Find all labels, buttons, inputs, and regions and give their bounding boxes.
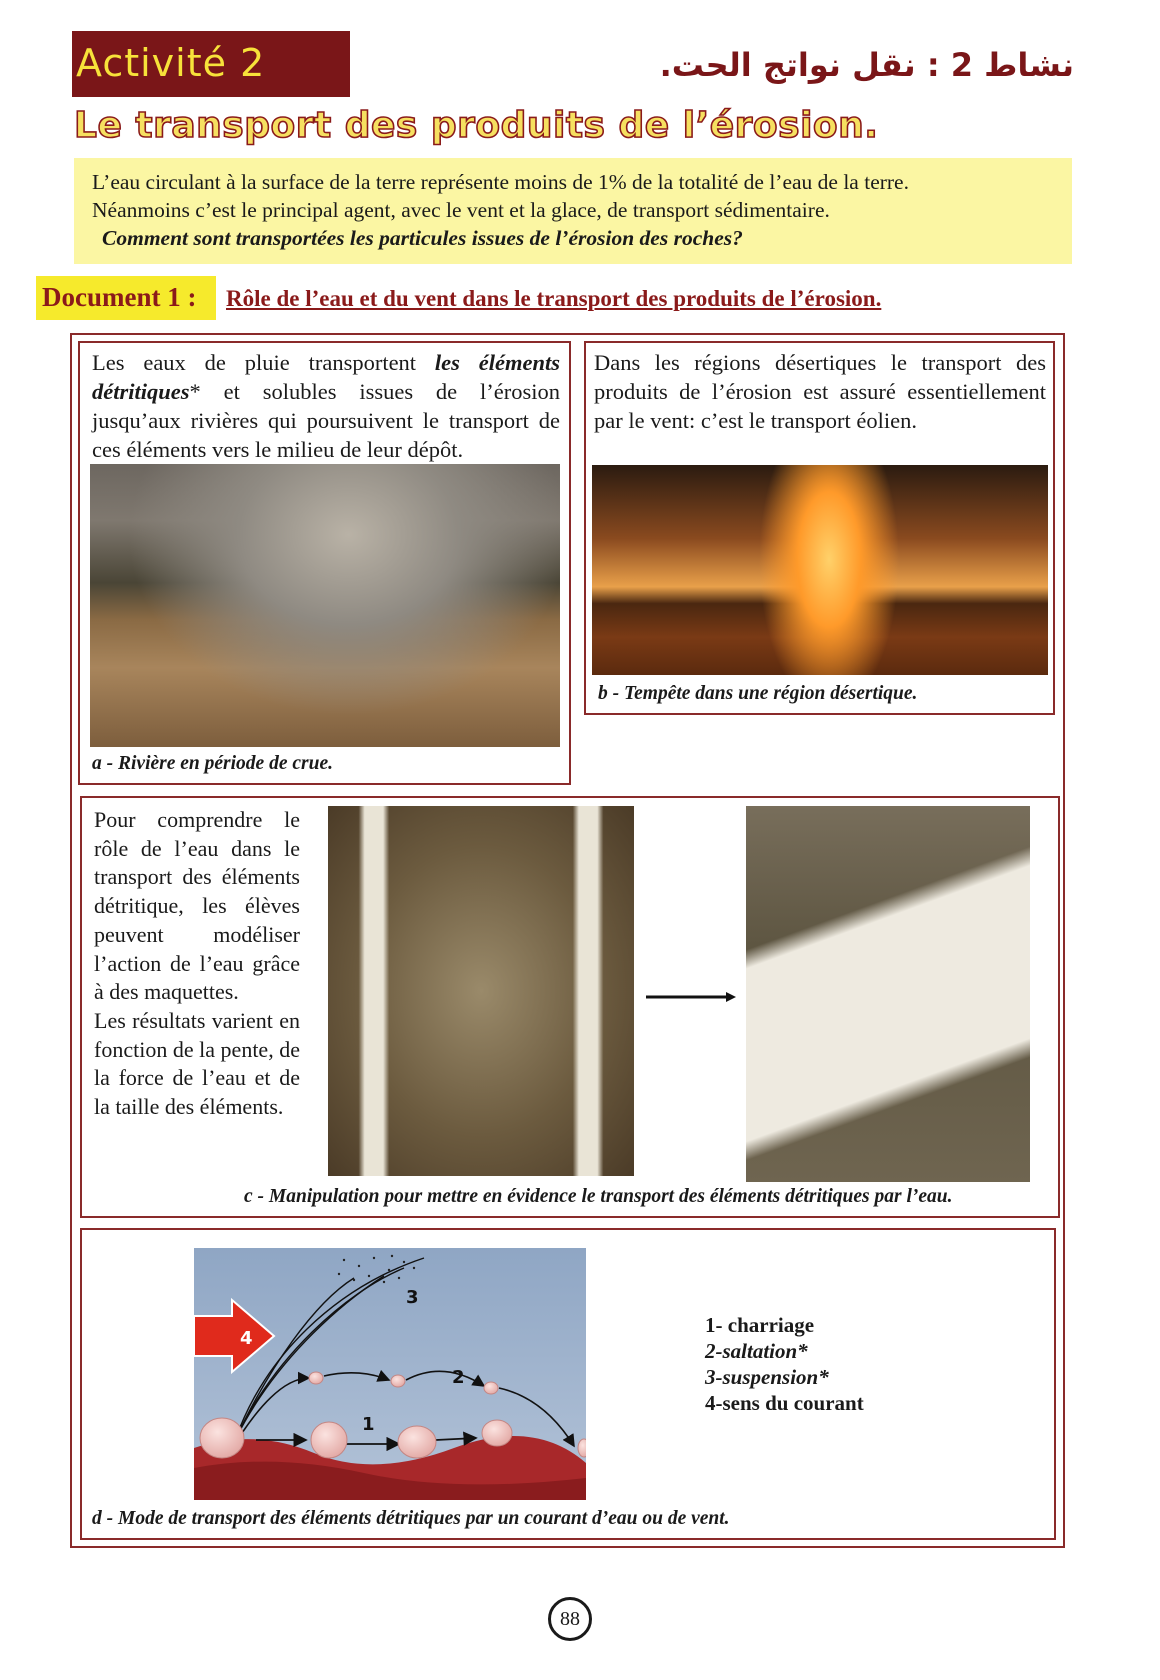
document-title: Rôle de l’eau et du vent dans le transport des produits de l’érosion. xyxy=(226,286,882,311)
panel-a-text-start: Les eaux de pluie transportent xyxy=(92,350,435,375)
panel-c-text-2: Les résultats varient en fonction de la pente, de la force de l’eau et de la taille des éléments. xyxy=(94,1007,300,1120)
panel-a-caption: a - Rivière en période de crue. xyxy=(92,753,333,774)
panel-d-caption: d - Mode de transport des éléments détritiques par un courant d’eau ou de vent. xyxy=(92,1508,730,1529)
intro-question: Comment sont transportées les particules issues de l’érosion des roches? xyxy=(102,226,743,250)
intro-line-2: Néanmoins c’est le principal agent, avec le vent et la glace, de transport sédimentaire. xyxy=(92,198,830,222)
transport-modes-diagram xyxy=(194,1248,586,1500)
legend-item-1: 1- charriage xyxy=(705,1313,815,1337)
page-title: Le transport des produits de l’érosion. xyxy=(74,105,879,146)
photo-model-before xyxy=(328,806,634,1176)
diagram-label-1: 1 xyxy=(362,1414,375,1435)
legend-item-3: 3-suspension* xyxy=(705,1365,829,1389)
activity-badge xyxy=(72,31,350,97)
photo-flooded-river xyxy=(90,464,560,747)
intro-box xyxy=(74,158,1072,264)
panel-c-text-1: Pour comprendre le rôle de l’eau dans le transport des éléments détritique, les élèves peuvent modéliser l’action de l’eau grâce à des maquettes. xyxy=(94,807,300,1005)
legend-item-2: 2-saltation* xyxy=(705,1339,808,1363)
panel-b-caption: b - Tempête dans une région désertique. xyxy=(598,683,918,704)
document-label-box xyxy=(36,276,216,320)
panel-b-text: Dans les régions désertiques le transport des produits de l’érosion est assuré essentiellement par le vent: c’est le transport éolien. xyxy=(594,350,1046,433)
diagram-label-4: 4 xyxy=(240,1328,253,1349)
photo-model-after xyxy=(746,806,1030,1182)
activity-label: Activité 2 xyxy=(76,41,266,85)
panel-a-emphasis: les éléments détritiques xyxy=(92,350,561,404)
transport-legend xyxy=(705,1312,864,1416)
panel-a-text xyxy=(92,348,560,464)
panel-c-text xyxy=(94,806,300,1122)
document-label: Document 1 : xyxy=(42,282,197,312)
diagram-label-3: 3 xyxy=(406,1287,419,1308)
legend-item-4: 4-sens du courant xyxy=(705,1391,864,1415)
page-number: 88 xyxy=(548,1597,592,1641)
arabic-title: نشاط 2 : نقل نواتج الحت. xyxy=(659,46,1074,84)
photo-desert-storm xyxy=(592,465,1048,675)
panel-c-caption: c - Manipulation pour mettre en évidence le transport des éléments détritiques par l’eau. xyxy=(244,1186,953,1207)
arrow-right-icon xyxy=(646,990,736,1004)
panel-a-text-end: * et solubles issues de l’érosion jusqu’aux rivières qui poursuivent le transport de ces éléments vers le milieu de leur dépôt. xyxy=(92,379,560,462)
intro-line-1: L’eau circulant à la surface de la terre représente moins de 1% de la totalité de l’eau de la terre. xyxy=(92,170,909,194)
diagram-label-2: 2 xyxy=(452,1367,465,1388)
